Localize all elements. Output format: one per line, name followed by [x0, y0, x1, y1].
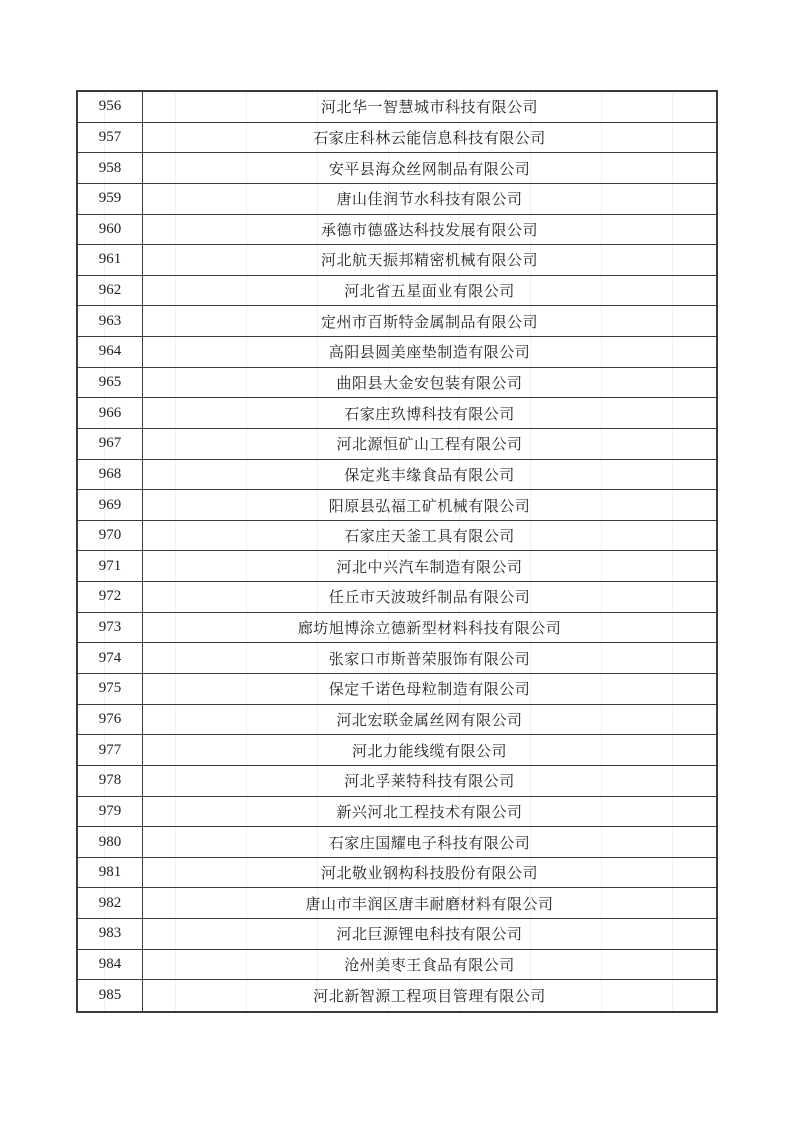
row-number-cell: 969	[78, 490, 143, 521]
company-name-cell: 石家庄玖博科技有限公司	[143, 398, 716, 429]
row-number-cell: 965	[78, 368, 143, 399]
company-name-cell: 阳原县弘福工矿机械有限公司	[143, 490, 716, 521]
company-name-cell: 新兴河北工程技术有限公司	[143, 797, 716, 828]
company-name-cell: 廊坊旭博涂立德新型材料科技有限公司	[143, 613, 716, 644]
row-number-cell: 964	[78, 337, 143, 368]
company-name-cell: 唐山市丰润区唐丰耐磨材料有限公司	[143, 888, 716, 919]
row-number-cell: 975	[78, 674, 143, 705]
company-name-cell: 承德市德盛达科技发展有限公司	[143, 215, 716, 246]
company-name-cell: 曲阳县大金安包装有限公司	[143, 368, 716, 399]
company-name-cell: 张家口市斯普荣服饰有限公司	[143, 643, 716, 674]
row-number-cell: 973	[78, 613, 143, 644]
row-number-cell: 967	[78, 429, 143, 460]
company-name-cell: 河北力能线缆有限公司	[143, 735, 716, 766]
row-number-cell: 961	[78, 245, 143, 276]
company-name-cell: 保定千诺色母粒制造有限公司	[143, 674, 716, 705]
company-name-cell: 唐山佳润节水科技有限公司	[143, 184, 716, 215]
row-number-cell: 960	[78, 215, 143, 246]
row-number-cell: 984	[78, 950, 143, 981]
row-number-cell: 976	[78, 705, 143, 736]
company-name-cell: 河北新智源工程项目管理有限公司	[313, 989, 546, 1006]
row-number-cell: 985	[78, 980, 143, 1011]
row-number-cell: 974	[78, 643, 143, 674]
row-number-cell: 957	[78, 123, 143, 154]
row-number-cell: 963	[78, 306, 143, 337]
company-name-cell: 安平县海众丝网制品有限公司	[143, 153, 716, 184]
company-name-cell: 河北中兴汽车制造有限公司	[143, 551, 716, 582]
row-number-cell: 978	[78, 766, 143, 797]
row-number-cell: 958	[78, 153, 143, 184]
company-name-cell: 沧州美枣王食品有限公司	[143, 950, 716, 981]
row-number-cell: 970	[78, 521, 143, 552]
row-number-cell: 966	[78, 398, 143, 429]
company-name-cell: 定州市百斯特金属制品有限公司	[143, 306, 716, 337]
company-name-cell: 保定兆丰缘食品有限公司	[143, 460, 716, 491]
company-name-cell: 河北孚莱特科技有限公司	[143, 766, 716, 797]
row-number-cell: 981	[78, 858, 143, 889]
row-number-cell: 980	[78, 827, 143, 858]
row-number-cell: 959	[78, 184, 143, 215]
company-name-cell: 河北巨源锂电科技有限公司	[143, 919, 716, 950]
row-number-cell: 956	[78, 92, 143, 123]
company-name-cell: 河北宏联金属丝网有限公司	[143, 705, 716, 736]
company-name-cell: 河北源恒矿山工程有限公司	[143, 429, 716, 460]
row-number-cell: 979	[78, 797, 143, 828]
company-name-cell: 石家庄科林云能信息科技有限公司	[143, 123, 716, 154]
row-number-cell: 972	[78, 582, 143, 613]
company-name-cell: 高阳县圆美座垫制造有限公司	[143, 337, 716, 368]
company-name-cell: 任丘市天波玻纤制品有限公司	[143, 582, 716, 613]
company-name-cell: 石家庄天釜工具有限公司	[143, 521, 716, 552]
row-number-cell: 977	[78, 735, 143, 766]
row-number-cell: 962	[78, 276, 143, 307]
company-name-cell: 河北省五星面业有限公司	[143, 276, 716, 307]
row-number-cell: 982	[78, 888, 143, 919]
company-list-table	[76, 90, 718, 1013]
company-name-cell: 河北航天振邦精密机械有限公司	[143, 245, 716, 276]
row-number-cell: 968	[78, 460, 143, 491]
company-name-cell: 石家庄国耀电子科技有限公司	[143, 827, 716, 858]
company-name-cell: 河北敬业钢构科技股份有限公司	[143, 858, 716, 889]
company-name-cell: 河北华一智慧城市科技有限公司	[143, 92, 716, 123]
row-number-cell: 983	[78, 919, 143, 950]
row-number-cell: 971	[78, 551, 143, 582]
